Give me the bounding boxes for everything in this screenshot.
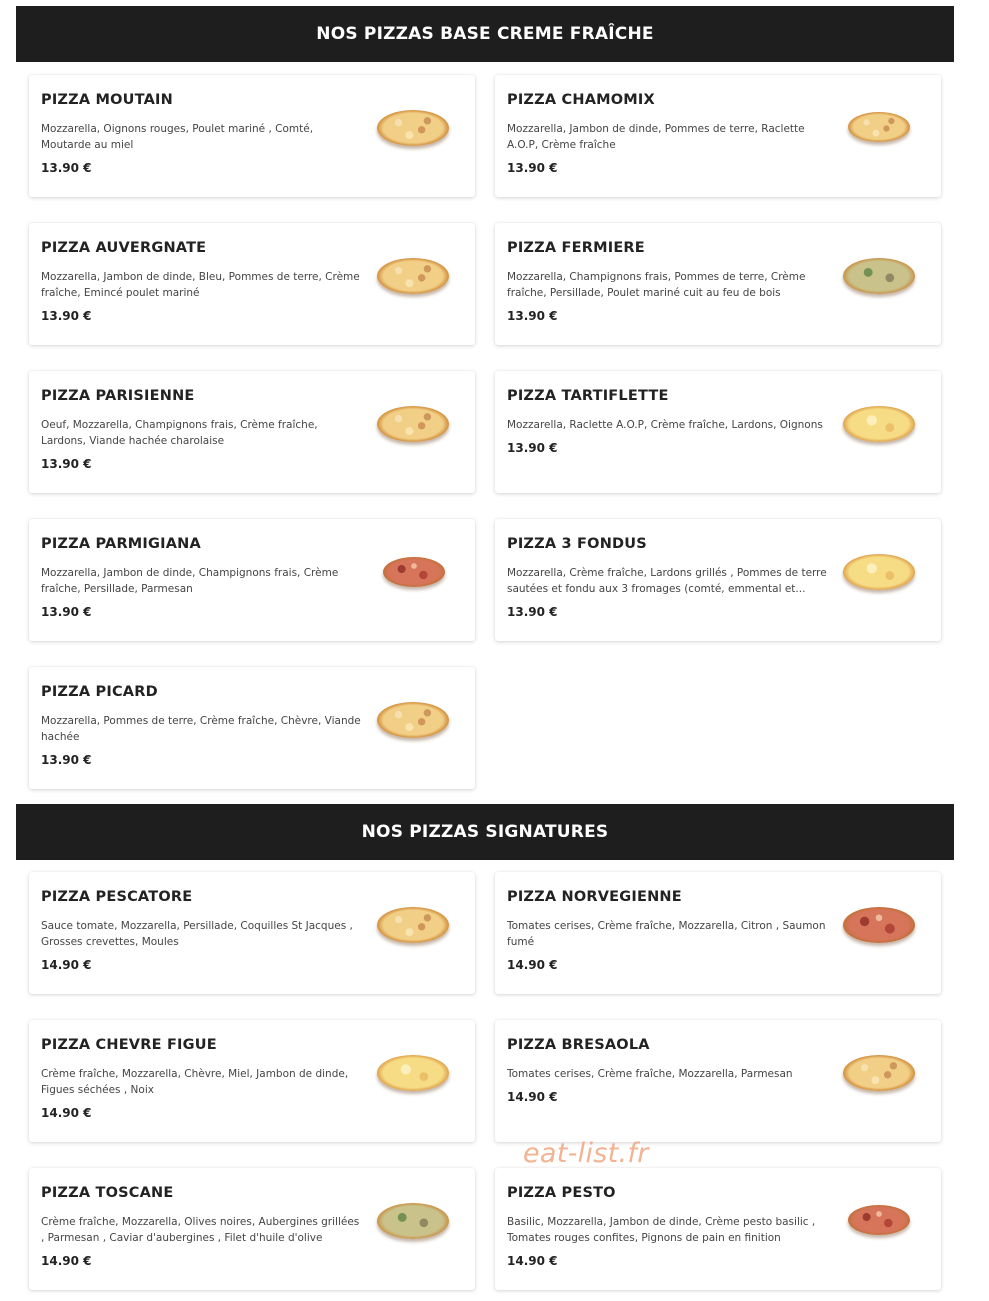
watermark: eat-list.fr <box>523 1138 649 1169</box>
pizza-image <box>843 554 915 590</box>
pizza-image <box>377 907 449 943</box>
item-price: 14.90 € <box>41 958 92 972</box>
item-price: 13.90 € <box>41 457 92 471</box>
item-price: 13.90 € <box>507 161 558 175</box>
menu-item-card[interactable] <box>29 371 475 493</box>
pizza-image <box>377 258 449 294</box>
pizza-image <box>843 1055 915 1091</box>
item-description: Mozzarella, Oignons rouges, Poulet mariné , Comté, Moutarde au miel <box>41 123 314 151</box>
item-description: Crème fraîche, Mozzarella, Chèvre, Miel, Jambon de dinde, Figues séchées , Noix <box>41 1068 349 1096</box>
item-name: PIZZA PESCATORE <box>41 889 193 905</box>
menu-item-card[interactable] <box>495 75 941 197</box>
item-price: 13.90 € <box>41 309 92 323</box>
item-price: 14.90 € <box>507 1254 558 1268</box>
item-name: PIZZA MOUTAIN <box>41 92 173 108</box>
pizza-image <box>377 702 449 738</box>
item-description: Oeuf, Mozzarella, Champignons frais, Crème fraîche, Lardons, Viande hachée charolaise <box>41 419 318 447</box>
item-name: PIZZA TARTIFLETTE <box>507 388 669 404</box>
menu-item-card[interactable] <box>29 223 475 345</box>
item-name: PIZZA AUVERGNATE <box>41 240 207 256</box>
menu-item-card[interactable] <box>495 1168 941 1290</box>
menu-item-card[interactable] <box>495 872 941 994</box>
item-name: PIZZA NORVEGIENNE <box>507 889 682 905</box>
pizza-image <box>843 258 915 294</box>
item-price: 14.90 € <box>507 958 558 972</box>
menu-item-card[interactable] <box>29 75 475 197</box>
item-name: PIZZA 3 FONDUS <box>507 536 647 552</box>
item-description: Mozzarella, Champignons frais, Pommes de terre, Crème fraîche, Persillade, Poulet mariné cuit au feu de bois <box>507 271 806 299</box>
item-description: Mozzarella, Jambon de dinde, Champignons frais, Crème fraîche, Persillade, Parmesan <box>41 567 339 595</box>
item-price: 13.90 € <box>507 441 558 455</box>
pizza-image <box>377 1203 449 1239</box>
menu-item-card[interactable] <box>29 519 475 641</box>
item-price: 13.90 € <box>41 161 92 175</box>
pizza-image <box>848 1205 910 1235</box>
item-price: 13.90 € <box>41 605 92 619</box>
section-header-creme-fraiche: NOS PIZZAS BASE CREME FRAÎCHE <box>16 6 954 62</box>
item-name: PIZZA TOSCANE <box>41 1185 174 1201</box>
menu-item-card[interactable] <box>495 371 941 493</box>
menu-item-card[interactable] <box>29 667 475 789</box>
item-description: Sauce tomate, Mozzarella, Persillade, Coquilles St Jacques , Grosses crevettes, Moules <box>41 920 353 948</box>
item-price: 14.90 € <box>507 1090 558 1104</box>
item-price: 13.90 € <box>507 605 558 619</box>
item-description: Mozzarella, Pommes de terre, Crème fraîche, Chèvre, Viande hachée <box>41 715 361 743</box>
item-description: Tomates cerises, Crème fraîche, Mozzarella, Parmesan <box>507 1068 793 1080</box>
item-description: Mozzarella, Jambon de dinde, Pommes de terre, Raclette A.O.P, Crème fraîche <box>507 123 805 151</box>
pizza-image <box>377 406 449 442</box>
item-name: PIZZA FERMIERE <box>507 240 645 256</box>
pizza-image <box>848 112 910 142</box>
item-price: 13.90 € <box>507 309 558 323</box>
pizza-image <box>383 557 445 587</box>
item-description: Mozzarella, Crème fraîche, Lardons grillés , Pommes de terre sautées et fondu aux 3 fromages (comté, emmental et... <box>507 567 827 595</box>
item-description: Tomates cerises, Crème fraîche, Mozzarella, Citron , Saumon fumé <box>507 920 826 948</box>
item-name: PIZZA PICARD <box>41 684 158 700</box>
item-description: Mozzarella, Raclette A.O.P, Crème fraîche, Lardons, Oignons <box>507 419 823 431</box>
pizza-image <box>843 406 915 442</box>
menu-item-card[interactable] <box>495 1020 941 1142</box>
item-name: PIZZA CHEVRE FIGUE <box>41 1037 217 1053</box>
item-name: PIZZA PARMIGIANA <box>41 536 201 552</box>
item-description: Crème fraîche, Mozzarella, Olives noires, Aubergines grillées , Parmesan , Caviar d'aubergines , Filet d'huile d'olive <box>41 1216 360 1244</box>
item-name: PIZZA CHAMOMIX <box>507 92 655 108</box>
pizza-image <box>377 110 449 146</box>
item-price: 14.90 € <box>41 1106 92 1120</box>
pizza-image <box>843 907 915 943</box>
item-name: PIZZA PARISIENNE <box>41 388 195 404</box>
item-name: PIZZA BRESAOLA <box>507 1037 650 1053</box>
menu-item-card[interactable] <box>29 1020 475 1142</box>
menu-item-card[interactable] <box>29 1168 475 1290</box>
pizza-image <box>377 1055 449 1091</box>
item-price: 14.90 € <box>41 1254 92 1268</box>
menu-item-card[interactable] <box>29 872 475 994</box>
item-price: 13.90 € <box>41 753 92 767</box>
item-name: PIZZA PESTO <box>507 1185 616 1201</box>
section-header-signatures: NOS PIZZAS SIGNATURES <box>16 804 954 860</box>
menu-item-card[interactable] <box>495 519 941 641</box>
item-description: Mozzarella, Jambon de dinde, Bleu, Pommes de terre, Crème fraîche, Emincé poulet mariné <box>41 271 360 299</box>
menu-item-card[interactable] <box>495 223 941 345</box>
item-description: Basilic, Mozzarella, Jambon de dinde, Crème pesto basilic , Tomates rouges confites, Pignons de pain en finition <box>507 1216 816 1244</box>
